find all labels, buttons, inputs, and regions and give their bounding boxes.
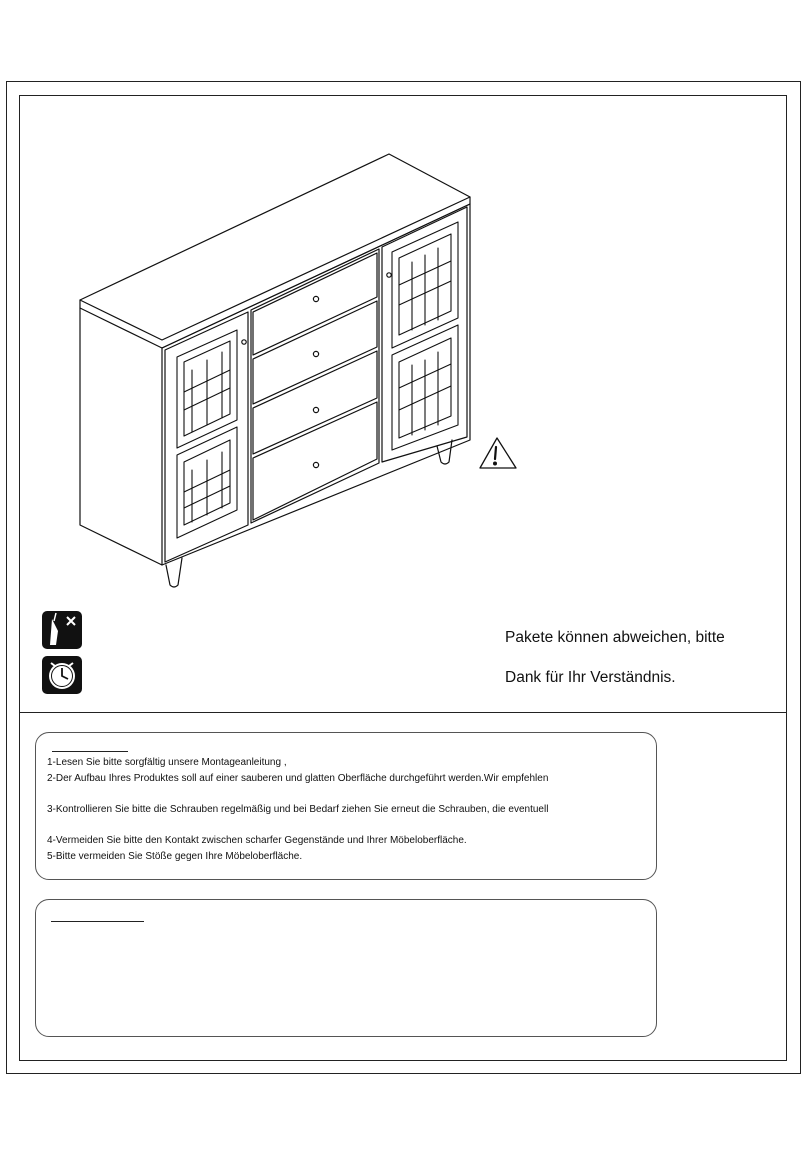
section-divider xyxy=(19,712,787,713)
instructions-title-underline xyxy=(52,751,128,752)
cabinet-left-side xyxy=(80,308,162,565)
instruction-step-1: 1-Lesen Sie bitte sorgfältig unsere Montageanleitung , xyxy=(47,757,287,768)
left-door-lattice xyxy=(177,330,237,538)
right-door-lattice xyxy=(392,222,458,450)
instruction-step-4: 4-Vermeiden Sie bitte den Kontakt zwischen scharfer Gegenstände und Ihrer Möbeloberfläche. xyxy=(47,835,467,846)
notes-title-underline xyxy=(51,921,144,922)
cabinet-front xyxy=(162,204,470,565)
drawer-knobs xyxy=(313,296,318,467)
knife-cross-icon xyxy=(42,611,82,649)
empty-notes-panel xyxy=(35,899,657,1037)
notice-line-1: Pakete können abweichen, bitte xyxy=(505,629,725,646)
left-door-knob xyxy=(242,340,246,344)
notice-line-2: Dank für Ihr Verständnis. xyxy=(505,669,676,686)
warning-triangle-icon xyxy=(480,438,516,468)
right-door-knob xyxy=(387,273,391,277)
drawers xyxy=(253,253,377,520)
instruction-step-5: 5-Bitte vermeiden Sie Stöße gegen Ihre Möbeloberfläche. xyxy=(47,851,303,862)
instruction-step-3: 3-Kontrollieren Sie bitte die Schrauben regelmäßig und bei Bedarf ziehen Sie erneut die Schrauben, die eventuell xyxy=(47,804,549,815)
instruction-step-2: 2-Der Aufbau Ihres Produktes soll auf einer sauberen und glatten Oberfläche durchgeführt werden.Wir empfehlen xyxy=(47,773,549,784)
clock-icon xyxy=(42,656,82,694)
